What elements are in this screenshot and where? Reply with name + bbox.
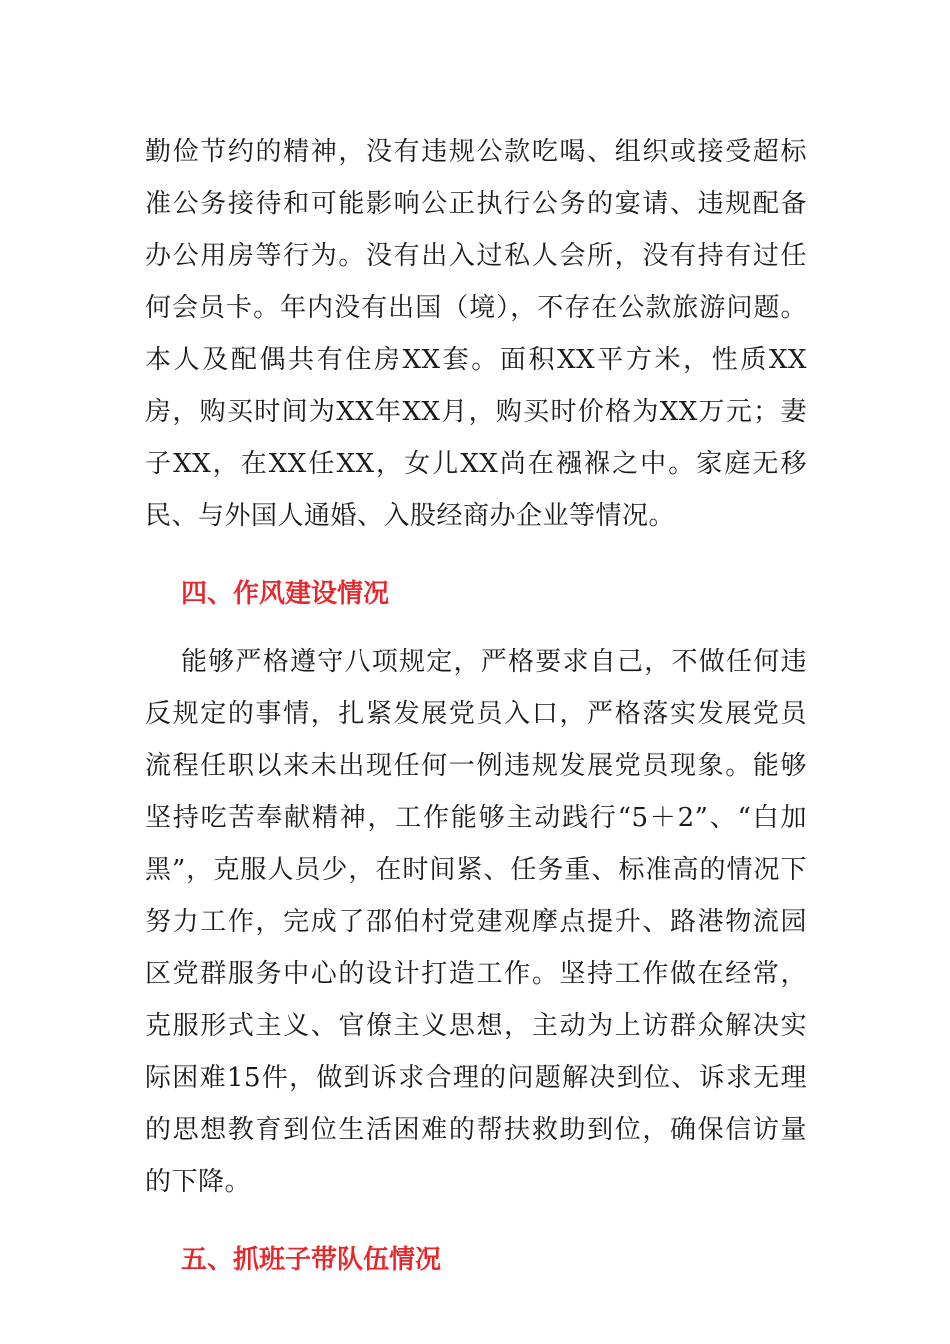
spacer <box>145 620 807 636</box>
document-page <box>145 126 807 1286</box>
body-paragraph-1: 勤俭节约的精神，没有违规公款吃喝、组织或接受超标准公务接待和可能影响公正执行公务的宴请、违规配备办公用房等行为。没有出入过私人会所，没有持有过任何会员卡。年内没有出国（境），不存在公款旅游问题。本人及配偶共有住房XX套。面积XX平方米，性质XX房，购买时间为XX年XX月，购买时价格为XX万元；妻子XX，在XX任XX，女儿XX尚在襁褓之中。家庭无移民、与外国人通婚、入股经商办企业等情况。 <box>145 137 807 531</box>
spacer <box>145 1208 807 1234</box>
body-paragraph-2: 能够严格遵守八项规定，严格要求自己，不做任何违反规定的事情，扎紧发展党员入口，严格落实发展党员流程任职以来未出现任何一例违规发展党员现象。能够坚持吃苦奉献精神，工作能够主动践行“5＋2”、“白加黑”，克服人员少，在时间紧、任务重、标准高的情况下努力工作，完成了邵伯村党建观摩点提升、路港物流园区党群服务中心的设计打造工作。坚持工作做在经常，克服形式主义、官僚主义思想，主动为上访群众解决实际困难15件，做到诉求合理的问题解决到位、诉求无理的思想教育到位生活困难的帮扶救助到位，确保信访量的下降。 <box>145 647 807 1197</box>
spacer <box>145 542 807 568</box>
section-heading-5: 五、抓班子带队伍情况 <box>181 1245 442 1275</box>
section-heading-4: 四、作风建设情况 <box>181 579 390 609</box>
